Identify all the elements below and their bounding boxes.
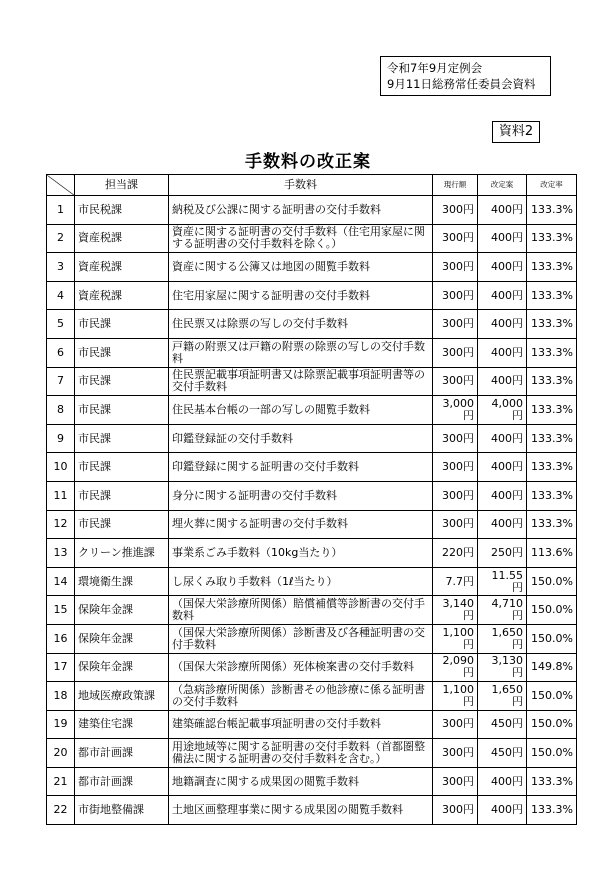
rate-cell: 150.0% [527,739,577,768]
header-department: 担当課 [75,175,169,196]
department-cell: 市民課 [75,367,169,396]
rate-cell: 133.3% [527,253,577,282]
rate-cell: 113.6% [527,539,577,568]
department-cell: 市民課 [75,424,169,453]
row-number: 22 [47,796,75,825]
fee-cell: 住民票又は除票の写しの交付手数料 [169,310,433,339]
row-number: 21 [47,767,75,796]
department-cell: 資産税課 [75,224,169,253]
fee-cell: 資産に関する公簿又は地図の閲覧手数料 [169,253,433,282]
revised-amount-cell: 400円 [478,338,527,367]
department-cell: 環境衛生課 [75,567,169,596]
fee-cell: 印鑑登録証の交付手数料 [169,424,433,453]
header-rate: 改定率 [527,175,577,196]
rate-cell: 133.3% [527,196,577,225]
table-row [47,510,577,539]
table-row [47,367,577,396]
fee-cell: 事業系ごみ手数料（10kg当たり） [169,539,433,568]
row-number: 17 [47,653,75,682]
row-number: 18 [47,682,75,711]
fee-cell: 住宅用家屋に関する証明書の交付手数料 [169,281,433,310]
rate-cell: 133.3% [527,453,577,482]
current-amount-cell: 300円 [433,453,478,482]
fee-cell: 戸籍の附票又は戸籍の附票の除票の写しの交付手数料 [169,338,433,367]
revised-amount-cell: 400円 [478,367,527,396]
rate-cell: 150.0% [527,567,577,596]
fee-cell: 資産に関する証明書の交付手数料（住宅用家屋に関する証明書の交付手数料を除く。） [169,224,433,253]
rate-cell: 133.3% [527,796,577,825]
table-row [47,481,577,510]
fee-cell: 地籍調査に関する成果図の閲覧手数料 [169,767,433,796]
header-current: 現行額 [433,175,478,196]
current-amount-cell: 7.7円 [433,567,478,596]
current-amount-cell: 220円 [433,539,478,568]
table-row [47,253,577,282]
table-row [47,624,577,653]
department-cell: 市民課 [75,310,169,339]
row-number: 13 [47,539,75,568]
department-cell: 都市計画課 [75,767,169,796]
current-amount-cell: 2,090円 [433,653,478,682]
current-amount-cell: 300円 [433,481,478,510]
rate-cell: 133.3% [527,396,577,425]
table-body [47,196,577,825]
table-row [47,682,577,711]
department-cell: 地域医療政策課 [75,682,169,711]
revised-amount-cell: 400円 [478,281,527,310]
revised-amount-cell: 450円 [478,739,527,768]
table-row [47,567,577,596]
page-title: 手数料の改正案 [245,152,371,172]
row-number: 15 [47,596,75,625]
rate-cell: 133.3% [527,767,577,796]
current-amount-cell: 300円 [433,796,478,825]
current-amount-cell: 300円 [433,367,478,396]
department-cell: クリーン推進課 [75,539,169,568]
revised-amount-cell: 1,650円 [478,624,527,653]
row-number: 19 [47,710,75,739]
row-number: 6 [47,338,75,367]
table-row [47,281,577,310]
rate-cell: 133.3% [527,224,577,253]
department-cell: 建築住宅課 [75,710,169,739]
fee-cell: し尿くみ取り手数料（1ℓ当たり） [169,567,433,596]
row-number: 2 [47,224,75,253]
table-row [47,310,577,339]
department-cell: 市民課 [75,453,169,482]
current-amount-cell: 300円 [433,767,478,796]
current-amount-cell: 300円 [433,196,478,225]
row-number: 1 [47,196,75,225]
rate-cell: 149.8% [527,653,577,682]
fee-cell: 身分に関する証明書の交付手数料 [169,481,433,510]
current-amount-cell: 300円 [433,424,478,453]
rate-cell: 133.3% [527,367,577,396]
revised-amount-cell: 400円 [478,310,527,339]
table-row [47,224,577,253]
current-amount-cell: 300円 [433,310,478,339]
table-row [47,196,577,225]
table-row [47,710,577,739]
table-row [47,767,577,796]
table-row [47,338,577,367]
rate-cell: 133.3% [527,281,577,310]
row-number: 7 [47,367,75,396]
document-label: 資料2 [492,121,540,143]
department-cell: 市民課 [75,510,169,539]
table-row [47,453,577,482]
current-amount-cell: 300円 [433,281,478,310]
revised-amount-cell: 400円 [478,767,527,796]
department-cell: 市民課 [75,396,169,425]
revised-amount-cell: 4,000円 [478,396,527,425]
row-number: 20 [47,739,75,768]
table-row [47,739,577,768]
fee-revision-table [46,174,577,825]
revised-amount-cell: 400円 [478,424,527,453]
revised-amount-cell: 400円 [478,453,527,482]
meeting-line-2: 9月11日総務常任委員会資料 [387,77,536,91]
revised-amount-cell: 400円 [478,196,527,225]
fee-cell: 住民基本台帳の一部の写しの閲覧手数料 [169,396,433,425]
current-amount-cell: 300円 [433,253,478,282]
fee-cell: （国保大栄診療所関係）死体検案書の交付手数料 [169,653,433,682]
table-row [47,424,577,453]
row-number: 12 [47,510,75,539]
rate-cell: 133.3% [527,310,577,339]
row-number: 16 [47,624,75,653]
fee-cell: 用途地域等に関する証明書の交付手数料（首都圏整備法に関する証明書の交付手数料を含む。） [169,739,433,768]
current-amount-cell: 300円 [433,739,478,768]
table-row [47,796,577,825]
row-number: 11 [47,481,75,510]
rate-cell: 133.3% [527,424,577,453]
current-amount-cell: 3,140円 [433,596,478,625]
fee-cell: 納税及び公課に関する証明書の交付手数料 [169,196,433,225]
department-cell: 市民税課 [75,196,169,225]
header-corner-cell [47,175,75,196]
row-number: 9 [47,424,75,453]
current-amount-cell: 300円 [433,510,478,539]
department-cell: 都市計画課 [75,739,169,768]
revised-amount-cell: 250円 [478,539,527,568]
table-header-row [47,175,577,196]
revised-amount-cell: 1,650円 [478,682,527,711]
rate-cell: 150.0% [527,596,577,625]
row-number: 3 [47,253,75,282]
revised-amount-cell: 400円 [478,481,527,510]
fee-cell: 建築確認台帳記載事項証明書の交付手数料 [169,710,433,739]
revised-amount-cell: 11.55円 [478,567,527,596]
table-row [47,539,577,568]
rate-cell: 133.3% [527,510,577,539]
revised-amount-cell: 400円 [478,224,527,253]
department-cell: 保険年金課 [75,624,169,653]
revised-amount-cell: 400円 [478,510,527,539]
meeting-info-box [380,56,551,96]
header-revised: 改定案 [478,175,527,196]
current-amount-cell: 1,100円 [433,624,478,653]
department-cell: 市民課 [75,481,169,510]
department-cell: 市民課 [75,338,169,367]
current-amount-cell: 300円 [433,224,478,253]
fee-cell: 埋火葬に関する証明書の交付手数料 [169,510,433,539]
row-number: 5 [47,310,75,339]
fee-cell: 印鑑登録に関する証明書の交付手数料 [169,453,433,482]
table-row [47,396,577,425]
row-number: 14 [47,567,75,596]
revised-amount-cell: 450円 [478,710,527,739]
department-cell: 市街地整備課 [75,796,169,825]
fee-cell: 土地区画整理事業に関する成果図の閲覧手数料 [169,796,433,825]
rate-cell: 133.3% [527,338,577,367]
row-number: 10 [47,453,75,482]
rate-cell: 150.0% [527,682,577,711]
current-amount-cell: 300円 [433,710,478,739]
fee-cell: 住民票記載事項証明書又は除票記載事項証明書等の交付手数料 [169,367,433,396]
table-row [47,596,577,625]
rate-cell: 150.0% [527,624,577,653]
fee-cell: （国保大栄診療所関係）賠償補償等診断書の交付手数料 [169,596,433,625]
row-number: 8 [47,396,75,425]
fee-cell: （急病診療所関係）診断書その他診療に係る証明書の交付手数料 [169,682,433,711]
current-amount-cell: 300円 [433,338,478,367]
meeting-line-1: 令和7年9月定例会 [387,61,483,75]
fee-cell: （国保大栄診療所関係）診断書及び各種証明書の交付手数料 [169,624,433,653]
revised-amount-cell: 3,130円 [478,653,527,682]
current-amount-cell: 1,100円 [433,682,478,711]
row-number: 4 [47,281,75,310]
revised-amount-cell: 4,710円 [478,596,527,625]
department-cell: 資産税課 [75,281,169,310]
rate-cell: 150.0% [527,710,577,739]
department-cell: 資産税課 [75,253,169,282]
revised-amount-cell: 400円 [478,796,527,825]
current-amount-cell: 3,000円 [433,396,478,425]
header-fee: 手数料 [169,175,433,196]
department-cell: 保険年金課 [75,653,169,682]
table-row [47,653,577,682]
rate-cell: 133.3% [527,481,577,510]
department-cell: 保険年金課 [75,596,169,625]
revised-amount-cell: 400円 [478,253,527,282]
